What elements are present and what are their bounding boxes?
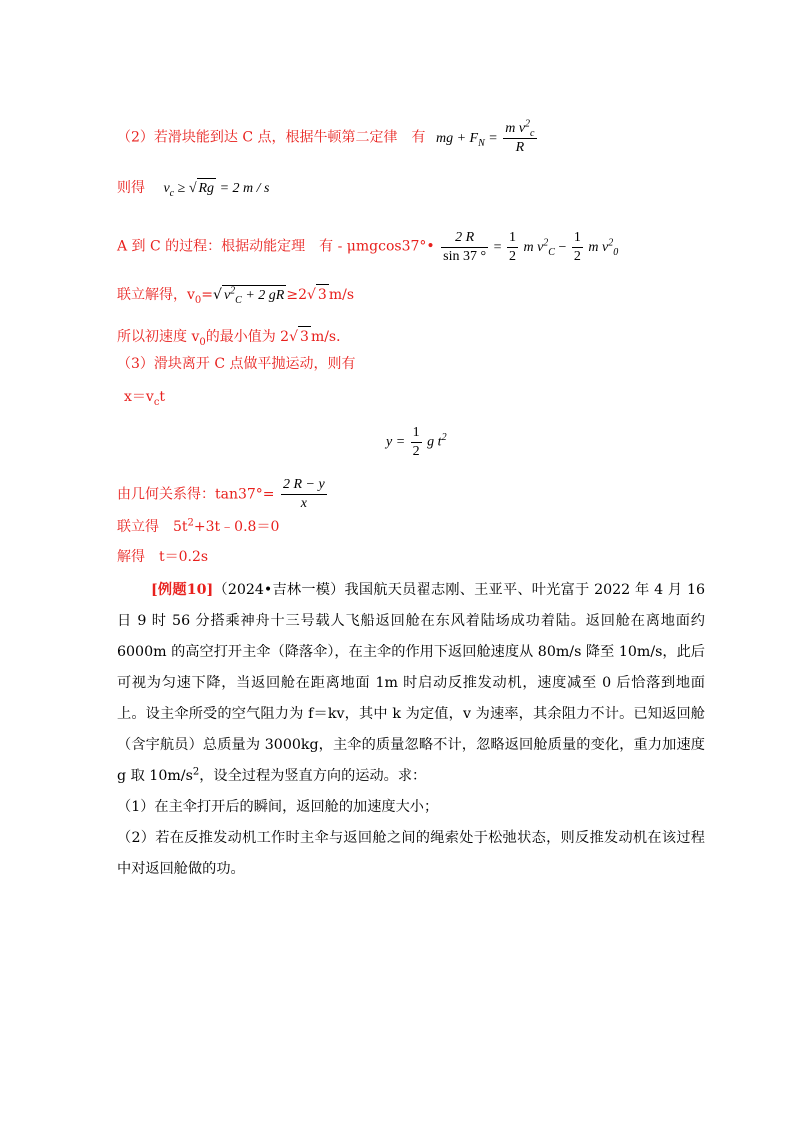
example-problem: [例题10]（2024•吉林一模）我国航天员翟志刚、王亚平、叶光富于 2022 年 4 月 16 日 9 时 56 分搭乘神舟十三号载人飞船返回舱在东风着陆场成功着陆。返回舱在离地面约 6000m 的高空打开主伞（降落伞），在主伞的作用下返回舱速度从 80m/s 降至 10m/s，此后可视为匀速下降，当返回舱在距离地面 1m 时启动反推发动机，速度减至 0 后恰落到地面上。设主伞所受的空气阻力为 f＝kv，其中 k 为定值，v 为速率，其余阻力不计。已知返回舱（含宇航员）总质量为 3000kg，主伞的质量忽略不计，忽略返回舱质量的变化，重力加速度 g 取 $10m/s^2$，设全过程为竖直方向的运动。求： [117,582,706,784]
answer-line-vc [117,178,269,199]
answer-text: （2）若滑块能到达 C 点，根据牛顿第二定律 有 [117,129,426,146]
answer-line-t: 解得 t＝0.2s [117,549,209,565]
question-1: （1）在主伞打开后的瞬间，返回舱的加速度大小； [117,799,439,815]
answer-line-v0: 联立解得，$v_0=√$ $v^2_C + 2$ gR ≥2√ 3 m/s [117,285,355,306]
answer-line-x: $x=v_ct$ [124,389,166,408]
answer-text: 则得 [117,180,145,196]
answer-line-2 [117,120,539,157]
answer-line-3: （3）滑块离开 C 点做平抛运动，则有 [117,356,356,372]
answer-line-tan: 由几何关系得：tan37°= $\frac{2 R - y}{x}$ [117,477,325,511]
answer-line-combine: 联立得 $5t^2+3t﹣0.8=0$ [117,517,280,535]
example-label: [例题10] [151,582,214,598]
answer-text: A 到 C 的过程：根据动能定理 有 - μmgcos37°• [117,238,435,255]
question-2: （2）若在反推发动机工作时主伞与返回舱之间的绳索处于松弛状态，则反推发动机在该过程中对返回舱做的功。 [117,830,705,877]
vc-equation: $v_c$ ≥ √ Rg = 2 m / s [163,181,269,196]
answer-line-min: 所以初速度 $v_0$的最小值为 2√ 3 m/s． [117,326,350,347]
answer-line-energy [117,229,618,266]
example-10 [117,575,705,885]
equation-y: y = $\frac{1}{2}$ g $t^2$ [386,425,447,459]
energy-equation: $\frac{2 R}{\sin 37 ^\circ}$ = $\frac{1}{2}$ m $v^2_C$ − $\frac{1}{2}$ m $v^2_0$ [443,230,619,264]
newton-equation: mg + $F_N$ = $\frac{m v^2_c}{R}$ [435,118,535,155]
